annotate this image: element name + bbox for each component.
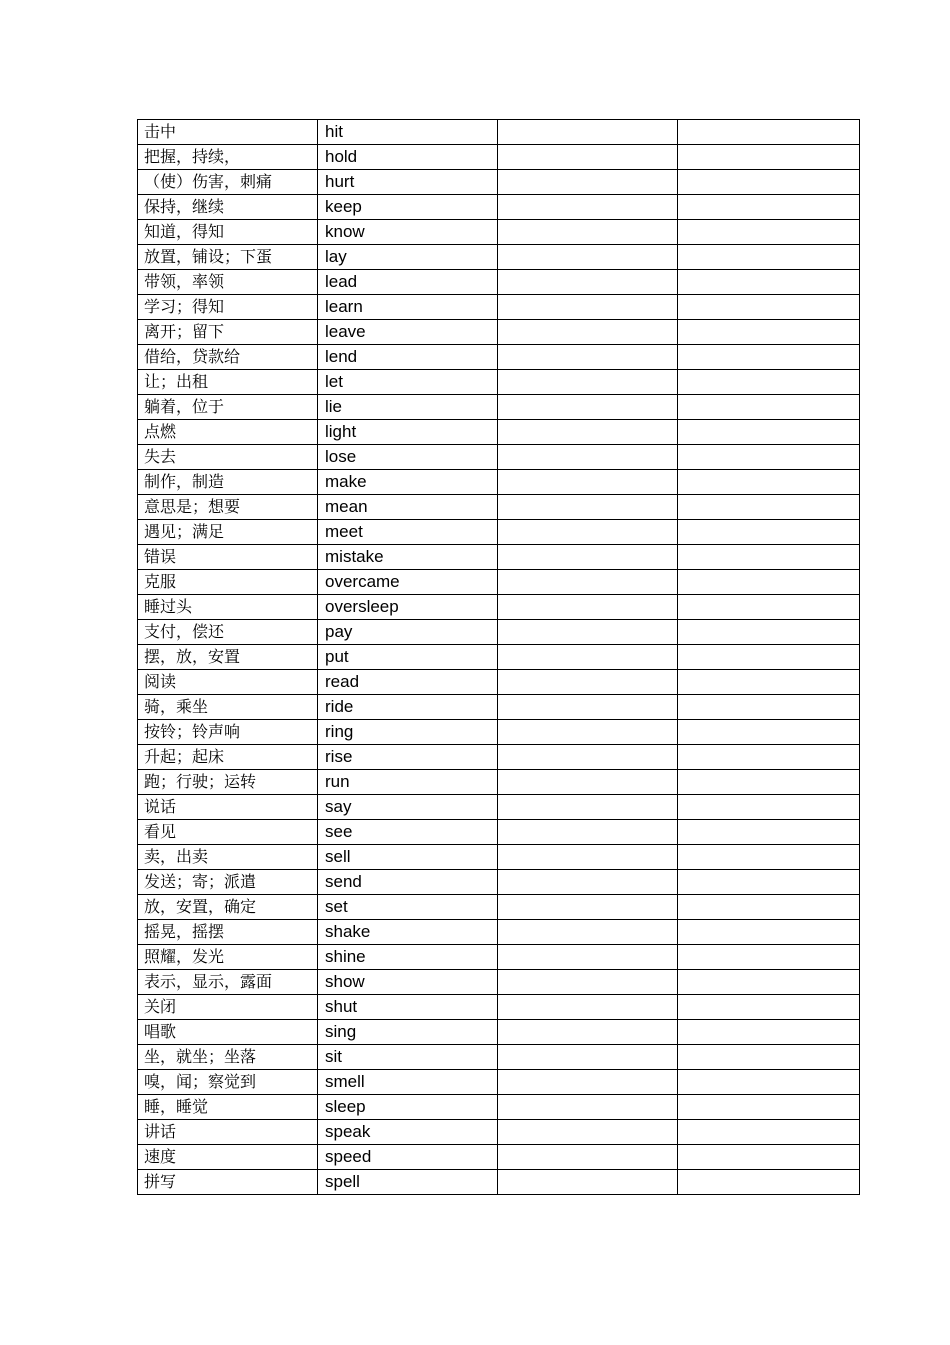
empty-cell: [498, 945, 678, 970]
empty-cell: [678, 845, 860, 870]
chinese-meaning-cell: 拼写: [138, 1170, 318, 1195]
empty-cell: [678, 370, 860, 395]
empty-cell: [498, 520, 678, 545]
empty-cell: [498, 395, 678, 420]
table-row: [138, 570, 860, 595]
empty-cell: [498, 1045, 678, 1070]
empty-cell: [498, 1145, 678, 1170]
empty-cell: [678, 920, 860, 945]
empty-cell: [678, 770, 860, 795]
table-row: [138, 220, 860, 245]
empty-cell: [678, 495, 860, 520]
table-row: [138, 295, 860, 320]
empty-cell: [678, 570, 860, 595]
empty-cell: [498, 920, 678, 945]
chinese-meaning-cell: 看见: [138, 820, 318, 845]
table-row: [138, 145, 860, 170]
english-verb-cell: know: [318, 220, 498, 245]
table-row: [138, 720, 860, 745]
english-verb-cell: ride: [318, 695, 498, 720]
empty-cell: [498, 670, 678, 695]
chinese-meaning-cell: 击中: [138, 120, 318, 145]
table-row: [138, 170, 860, 195]
chinese-meaning-cell: 按铃；铃声响: [138, 720, 318, 745]
empty-cell: [678, 145, 860, 170]
empty-cell: [498, 345, 678, 370]
empty-cell: [498, 820, 678, 845]
chinese-meaning-cell: 照耀，发光: [138, 945, 318, 970]
english-verb-cell: light: [318, 420, 498, 445]
table-row: [138, 1020, 860, 1045]
english-verb-cell: speed: [318, 1145, 498, 1170]
chinese-meaning-cell: 制作，制造: [138, 470, 318, 495]
english-verb-cell: pay: [318, 620, 498, 645]
chinese-meaning-cell: 点燃: [138, 420, 318, 445]
english-verb-cell: run: [318, 770, 498, 795]
empty-cell: [498, 420, 678, 445]
table-row: [138, 345, 860, 370]
empty-cell: [498, 120, 678, 145]
table-row: [138, 745, 860, 770]
table-row: [138, 695, 860, 720]
empty-cell: [678, 345, 860, 370]
chinese-meaning-cell: 睡，睡觉: [138, 1095, 318, 1120]
table-row: [138, 645, 860, 670]
empty-cell: [498, 795, 678, 820]
english-verb-cell: leave: [318, 320, 498, 345]
english-verb-cell: mistake: [318, 545, 498, 570]
empty-cell: [678, 320, 860, 345]
english-verb-cell: speak: [318, 1120, 498, 1145]
empty-cell: [678, 870, 860, 895]
chinese-meaning-cell: 嗅，闻；察觉到: [138, 1070, 318, 1095]
chinese-meaning-cell: 卖，出卖: [138, 845, 318, 870]
chinese-meaning-cell: 跑；行驶；运转: [138, 770, 318, 795]
chinese-meaning-cell: （使）伤害，刺痛: [138, 170, 318, 195]
empty-cell: [678, 120, 860, 145]
english-verb-cell: learn: [318, 295, 498, 320]
english-verb-cell: rise: [318, 745, 498, 770]
empty-cell: [678, 270, 860, 295]
empty-cell: [498, 545, 678, 570]
table-row: [138, 270, 860, 295]
chinese-meaning-cell: 坐，就坐；坐落: [138, 1045, 318, 1070]
english-verb-cell: spell: [318, 1170, 498, 1195]
chinese-meaning-cell: 离开；留下: [138, 320, 318, 345]
empty-cell: [678, 945, 860, 970]
empty-cell: [678, 970, 860, 995]
empty-cell: [498, 470, 678, 495]
empty-cell: [498, 695, 678, 720]
english-verb-cell: hold: [318, 145, 498, 170]
english-verb-cell: lose: [318, 445, 498, 470]
table-row: [138, 195, 860, 220]
empty-cell: [498, 645, 678, 670]
empty-cell: [678, 195, 860, 220]
empty-cell: [678, 1145, 860, 1170]
empty-cell: [678, 670, 860, 695]
table-row: [138, 245, 860, 270]
chinese-meaning-cell: 借给，贷款给: [138, 345, 318, 370]
empty-cell: [678, 520, 860, 545]
chinese-meaning-cell: 知道，得知: [138, 220, 318, 245]
english-verb-cell: make: [318, 470, 498, 495]
empty-cell: [498, 495, 678, 520]
table-row: [138, 870, 860, 895]
empty-cell: [678, 1170, 860, 1195]
empty-cell: [498, 1095, 678, 1120]
table-row: [138, 420, 860, 445]
table-row: [138, 670, 860, 695]
english-verb-cell: lie: [318, 395, 498, 420]
empty-cell: [678, 895, 860, 920]
table-row: [138, 970, 860, 995]
table-row: [138, 445, 860, 470]
chinese-meaning-cell: 遇见；满足: [138, 520, 318, 545]
english-verb-cell: meet: [318, 520, 498, 545]
table-row: [138, 795, 860, 820]
empty-cell: [498, 845, 678, 870]
empty-cell: [498, 220, 678, 245]
chinese-meaning-cell: 带领，率领: [138, 270, 318, 295]
table-row: [138, 495, 860, 520]
chinese-meaning-cell: 阅读: [138, 670, 318, 695]
empty-cell: [498, 320, 678, 345]
empty-cell: [678, 595, 860, 620]
english-verb-cell: lend: [318, 345, 498, 370]
empty-cell: [678, 1045, 860, 1070]
empty-cell: [678, 295, 860, 320]
empty-cell: [498, 370, 678, 395]
english-verb-cell: overcame: [318, 570, 498, 595]
empty-cell: [678, 645, 860, 670]
english-verb-cell: sell: [318, 845, 498, 870]
empty-cell: [498, 245, 678, 270]
chinese-meaning-cell: 表示，显示，露面: [138, 970, 318, 995]
empty-cell: [678, 470, 860, 495]
chinese-meaning-cell: 说话: [138, 795, 318, 820]
english-verb-cell: see: [318, 820, 498, 845]
empty-cell: [678, 720, 860, 745]
empty-cell: [678, 820, 860, 845]
table-row: [138, 1095, 860, 1120]
table-row: [138, 370, 860, 395]
empty-cell: [498, 1120, 678, 1145]
english-verb-cell: hurt: [318, 170, 498, 195]
english-verb-cell: show: [318, 970, 498, 995]
empty-cell: [498, 895, 678, 920]
empty-cell: [498, 720, 678, 745]
table-row: [138, 1145, 860, 1170]
empty-cell: [498, 145, 678, 170]
chinese-meaning-cell: 讲话: [138, 1120, 318, 1145]
empty-cell: [498, 445, 678, 470]
english-verb-cell: sleep: [318, 1095, 498, 1120]
vocabulary-table: [137, 119, 860, 1195]
table-row: [138, 945, 860, 970]
empty-cell: [498, 270, 678, 295]
empty-cell: [498, 570, 678, 595]
table-row: [138, 1120, 860, 1145]
chinese-meaning-cell: 保持，继续: [138, 195, 318, 220]
table-row: [138, 120, 860, 145]
empty-cell: [678, 1020, 860, 1045]
chinese-meaning-cell: 睡过头: [138, 595, 318, 620]
table-row: [138, 595, 860, 620]
english-verb-cell: send: [318, 870, 498, 895]
chinese-meaning-cell: 克服: [138, 570, 318, 595]
table-row: [138, 770, 860, 795]
table-row: [138, 470, 860, 495]
empty-cell: [678, 395, 860, 420]
english-verb-cell: read: [318, 670, 498, 695]
chinese-meaning-cell: 速度: [138, 1145, 318, 1170]
table-row: [138, 920, 860, 945]
chinese-meaning-cell: 错误: [138, 545, 318, 570]
english-verb-cell: smell: [318, 1070, 498, 1095]
english-verb-cell: keep: [318, 195, 498, 220]
chinese-meaning-cell: 唱歌: [138, 1020, 318, 1045]
empty-cell: [678, 695, 860, 720]
english-verb-cell: say: [318, 795, 498, 820]
empty-cell: [678, 245, 860, 270]
empty-cell: [498, 195, 678, 220]
vocabulary-table-body: [138, 120, 860, 1195]
chinese-meaning-cell: 关闭: [138, 995, 318, 1020]
chinese-meaning-cell: 放，安置，确定: [138, 895, 318, 920]
english-verb-cell: lay: [318, 245, 498, 270]
chinese-meaning-cell: 升起；起床: [138, 745, 318, 770]
chinese-meaning-cell: 意思是；想要: [138, 495, 318, 520]
empty-cell: [678, 545, 860, 570]
table-row: [138, 395, 860, 420]
english-verb-cell: sit: [318, 1045, 498, 1070]
empty-cell: [498, 970, 678, 995]
english-verb-cell: set: [318, 895, 498, 920]
english-verb-cell: mean: [318, 495, 498, 520]
chinese-meaning-cell: 摆，放，安置: [138, 645, 318, 670]
chinese-meaning-cell: 躺着，位于: [138, 395, 318, 420]
chinese-meaning-cell: 让；出租: [138, 370, 318, 395]
empty-cell: [678, 1070, 860, 1095]
english-verb-cell: ring: [318, 720, 498, 745]
empty-cell: [498, 1170, 678, 1195]
chinese-meaning-cell: 支付，偿还: [138, 620, 318, 645]
chinese-meaning-cell: 学习；得知: [138, 295, 318, 320]
table-row: [138, 820, 860, 845]
empty-cell: [678, 420, 860, 445]
table-row: [138, 995, 860, 1020]
english-verb-cell: sing: [318, 1020, 498, 1045]
empty-cell: [678, 445, 860, 470]
empty-cell: [498, 1020, 678, 1045]
table-row: [138, 320, 860, 345]
empty-cell: [678, 795, 860, 820]
empty-cell: [498, 870, 678, 895]
empty-cell: [498, 770, 678, 795]
empty-cell: [498, 620, 678, 645]
english-verb-cell: shake: [318, 920, 498, 945]
empty-cell: [498, 745, 678, 770]
empty-cell: [678, 220, 860, 245]
empty-cell: [678, 1120, 860, 1145]
chinese-meaning-cell: 放置，铺设；下蛋: [138, 245, 318, 270]
chinese-meaning-cell: 发送；寄；派遣: [138, 870, 318, 895]
english-verb-cell: oversleep: [318, 595, 498, 620]
empty-cell: [678, 745, 860, 770]
english-verb-cell: shut: [318, 995, 498, 1020]
empty-cell: [678, 620, 860, 645]
chinese-meaning-cell: 摇晃，摇摆: [138, 920, 318, 945]
english-verb-cell: hit: [318, 120, 498, 145]
table-row: [138, 1045, 860, 1070]
empty-cell: [498, 170, 678, 195]
chinese-meaning-cell: 失去: [138, 445, 318, 470]
table-row: [138, 845, 860, 870]
english-verb-cell: shine: [318, 945, 498, 970]
empty-cell: [498, 595, 678, 620]
empty-cell: [678, 170, 860, 195]
chinese-meaning-cell: 骑，乘坐: [138, 695, 318, 720]
table-row: [138, 1070, 860, 1095]
empty-cell: [498, 995, 678, 1020]
empty-cell: [678, 995, 860, 1020]
table-row: [138, 545, 860, 570]
chinese-meaning-cell: 把握，持续，: [138, 145, 318, 170]
empty-cell: [498, 295, 678, 320]
english-verb-cell: put: [318, 645, 498, 670]
table-row: [138, 620, 860, 645]
table-row: [138, 1170, 860, 1195]
english-verb-cell: lead: [318, 270, 498, 295]
empty-cell: [498, 1070, 678, 1095]
empty-cell: [678, 1095, 860, 1120]
table-row: [138, 520, 860, 545]
english-verb-cell: let: [318, 370, 498, 395]
table-row: [138, 895, 860, 920]
